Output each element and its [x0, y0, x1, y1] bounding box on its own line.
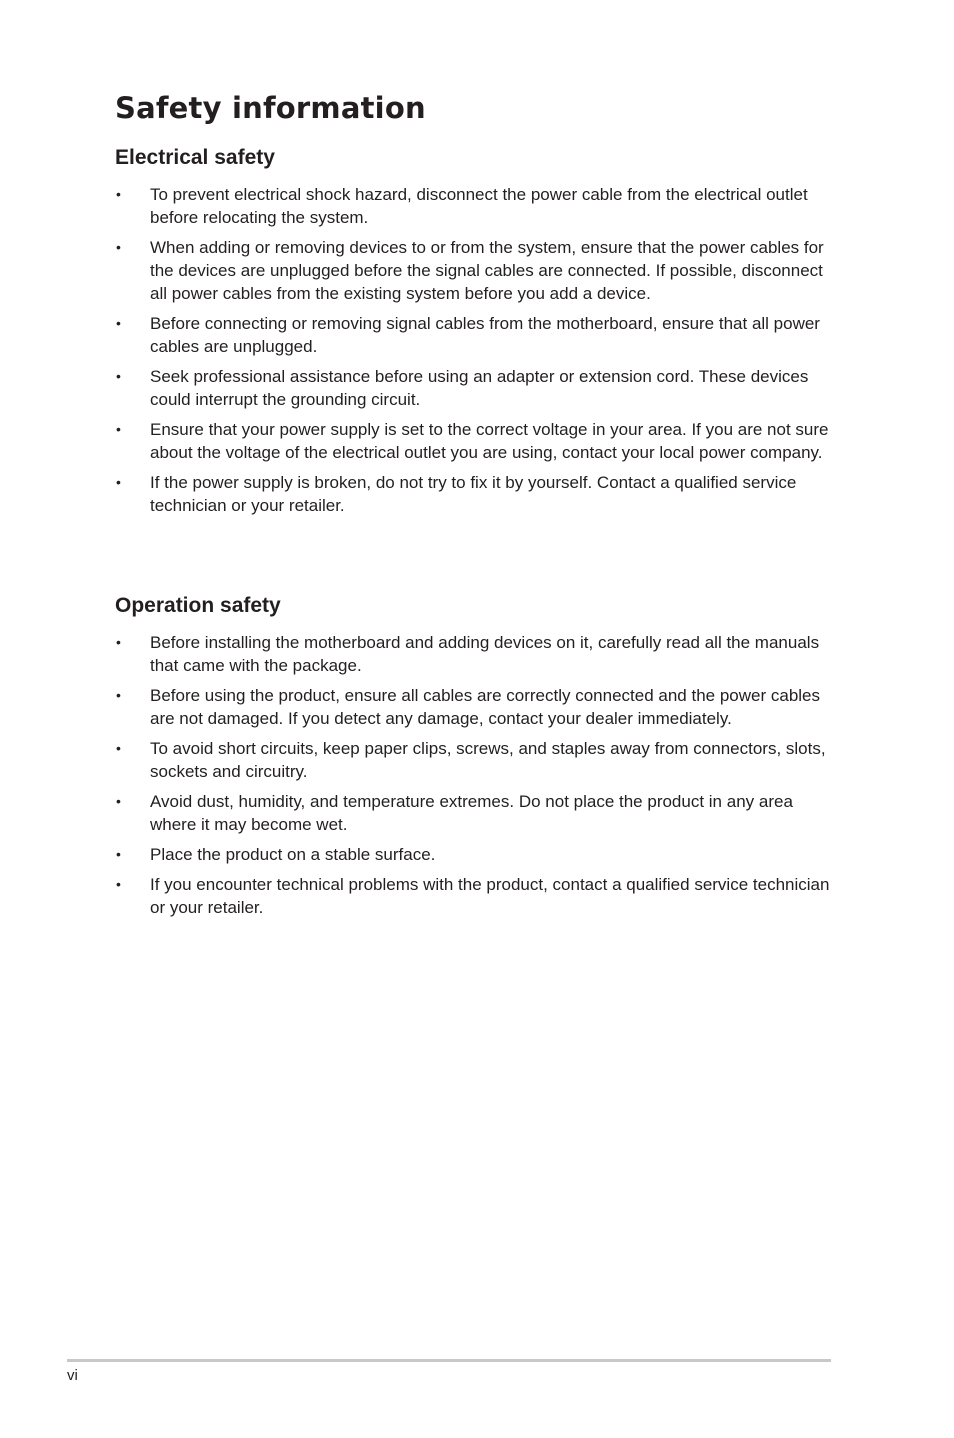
electrical-safety-section [115, 144, 835, 524]
bullet-icon: • [116, 793, 121, 809]
list-item [115, 183, 835, 229]
list-item-text: When adding or removing devices to or from the system, ensure that the power cables for the devices are unplugged before the signal cables are connected. If possible, disconnect all power cables from the existing system before you add a device. [150, 238, 824, 303]
section-heading-electrical: Electrical safety [115, 146, 275, 169]
list-item [115, 684, 835, 730]
list-item [115, 365, 835, 411]
list-item [115, 873, 835, 919]
bullet-icon: • [116, 687, 121, 703]
bullet-icon: • [116, 239, 121, 255]
operation-safety-list [115, 631, 835, 919]
list-item [115, 790, 835, 836]
list-item-text: Before using the product, ensure all cables are correctly connected and the power cables are not damaged. If you detect any damage, contact your dealer immediately. [150, 686, 821, 728]
bullet-icon: • [116, 315, 121, 331]
list-item-text: Before connecting or removing signal cables from the motherboard, ensure that all power cables are unplugged. [150, 314, 820, 356]
list-item-text: Before installing the motherboard and adding devices on it, carefully read all the manuals that came with the package. [150, 633, 820, 675]
bullet-icon: • [116, 740, 121, 756]
list-item-text: Ensure that your power supply is set to the correct voltage in your area. If you are not sure about the voltage of the electrical outlet you are using, contact your local power company. [150, 420, 829, 462]
electrical-safety-list [115, 183, 835, 517]
page-number: vi [67, 1367, 78, 1384]
list-item-text: Place the product on a stable surface. [150, 845, 436, 864]
list-item [115, 631, 835, 677]
list-item [115, 236, 835, 305]
list-item-text: If you encounter technical problems with the product, contact a qualified service technician or your retailer. [150, 875, 830, 917]
operation-safety-section [115, 592, 835, 926]
list-item [115, 418, 835, 464]
list-item-text: Avoid dust, humidity, and temperature extremes. Do not place the product in any area where it may become wet. [150, 792, 793, 834]
bullet-icon: • [116, 421, 121, 437]
list-item [115, 843, 835, 866]
list-item [115, 471, 835, 517]
section-heading-operation: Operation safety [115, 594, 281, 617]
list-item-text: Seek professional assistance before using an adapter or extension cord. These devices could interrupt the grounding circuit. [150, 367, 809, 409]
list-item-text: If the power supply is broken, do not try to fix it by yourself. Contact a qualified service technician or your retailer. [150, 473, 797, 515]
bullet-icon: • [116, 474, 121, 490]
bullet-icon: • [116, 186, 121, 202]
list-item [115, 737, 835, 783]
bullet-icon: • [116, 846, 121, 862]
list-item-text: To prevent electrical shock hazard, disconnect the power cable from the electrical outlet before relocating the system. [150, 185, 808, 227]
footer-divider [67, 1359, 831, 1362]
page-title: Safety information [115, 91, 426, 125]
bullet-icon: • [116, 876, 121, 892]
list-item-text: To avoid short circuits, keep paper clips, screws, and staples away from connectors, slots, sockets and circuitry. [150, 739, 826, 781]
bullet-icon: • [116, 368, 121, 384]
list-item [115, 312, 835, 358]
bullet-icon: • [116, 634, 121, 650]
